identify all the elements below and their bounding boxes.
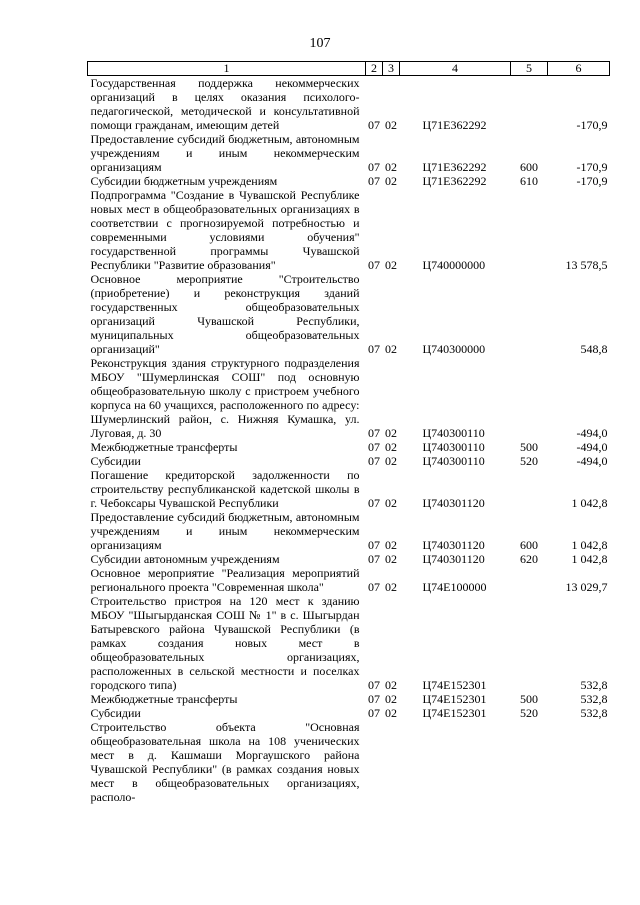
table-row	[88, 468, 610, 510]
row-name: Государственная поддержка некоммерческих организаций в целях оказания психолого-педагогической, методической и консультативной помощи гражданам, имеющим детей	[90, 76, 360, 132]
row-target-code: Ц74Е100000	[422, 580, 487, 594]
row-target-code: Ц740301120	[422, 496, 485, 510]
page-number: 107	[309, 36, 331, 51]
row-subsection: 02	[385, 538, 397, 552]
row-subsection: 02	[385, 496, 397, 510]
row-amount: 1 042,8	[571, 552, 608, 566]
row-target-code	[400, 720, 511, 804]
row-target-code: Ц71Е362292	[422, 118, 487, 132]
table-row	[88, 272, 610, 356]
row-subsection: 02	[385, 440, 397, 454]
row-name: Строительство объекта "Основная общеобразовательная школа на 108 ученических мест в д. Кашмаши Моргаушского района Чувашской Республики" (в рамках создания новых мест в общеобразовательных организациях, располо-	[90, 720, 360, 804]
row-section: 07	[368, 678, 380, 692]
row-section: 07	[368, 342, 380, 356]
row-subsection: 02	[385, 160, 397, 174]
row-target-code: Ц740301120	[422, 538, 485, 552]
row-amount: -170,9	[576, 174, 608, 188]
row-name: Погашение кредиторской задолженности по строительству республиканской кадетской школы в г. Чебоксары Чувашской Республики	[90, 468, 360, 510]
header-col-4: 4	[400, 62, 511, 76]
row-section: 07	[368, 160, 380, 174]
table-row	[88, 454, 610, 468]
row-expense-type	[511, 594, 548, 692]
table-row	[88, 174, 610, 188]
row-target-code: Ц71Е362292	[422, 174, 487, 188]
row-amount: 548,8	[580, 342, 608, 356]
row-target-code: Ц74Е152301	[422, 706, 487, 720]
budget-table	[87, 61, 610, 804]
row-target-code: Ц71Е362292	[422, 160, 487, 174]
row-subsection: 02	[385, 258, 397, 272]
row-section: 07	[368, 706, 380, 720]
table-row	[88, 440, 610, 454]
row-name: Субсидии автономным учреждениям	[90, 552, 280, 566]
row-name: Субсидии бюджетным учреждениям	[90, 174, 278, 188]
row-subsection: 02	[385, 342, 397, 356]
table-row	[88, 76, 610, 133]
row-name: Подпрограмма "Создание в Чувашской Республике новых мест в общеобразовательных организациях в соответствии с прогнозируемой потребностью и современными условиями обучения" государственной программы Чувашской Республики "Развитие образования"	[90, 188, 360, 272]
row-expense-type	[511, 468, 548, 510]
row-subsection: 02	[385, 174, 397, 188]
row-target-code: Ц740300110	[422, 440, 485, 454]
row-amount: 13 029,7	[565, 580, 608, 594]
table-row	[88, 706, 610, 720]
header-col-1: 1	[88, 62, 366, 76]
table-row	[88, 356, 610, 440]
row-subsection: 02	[385, 426, 397, 440]
row-name: Основное мероприятие "Строительство (приобретение) и реконструкция зданий государственных общеобразовательных организаций Чувашской Республики, муниципальных общеобразовательных организаций"	[90, 272, 360, 356]
row-section: 07	[368, 538, 380, 552]
table-row	[88, 510, 610, 552]
row-amount: 532,8	[580, 706, 608, 720]
row-target-code: Ц740300110	[422, 426, 485, 440]
row-expense-type	[511, 188, 548, 272]
row-amount: -170,9	[576, 160, 608, 174]
header-col-5: 5	[511, 62, 548, 76]
row-subsection: 02	[385, 454, 397, 468]
row-expense-type: 620	[520, 552, 538, 566]
row-subsection: 02	[385, 580, 397, 594]
row-subsection: 02	[385, 552, 397, 566]
row-name: Субсидии	[90, 454, 141, 468]
row-name: Строительство пристроя на 120 мест к зданию МБОУ "Шыгырданская СОШ № 1" в с. Шыгырдан Батыревского района Чувашской Республики (в рамках создания новых мест в общеобразовательных организациях, расположенных в сельской местности и поселках городского типа)	[90, 594, 360, 692]
row-amount	[548, 720, 610, 804]
row-subsection: 02	[385, 692, 397, 706]
row-expense-type: 520	[520, 454, 538, 468]
row-amount: 1 042,8	[571, 496, 608, 510]
row-expense-type	[511, 272, 548, 356]
row-amount: 13 578,5	[565, 258, 608, 272]
row-expense-type: 500	[520, 440, 538, 454]
row-amount: -170,9	[576, 118, 608, 132]
row-expense-type	[511, 720, 548, 804]
row-name: Предоставление субсидий бюджетным, автономным учреждениям и иным некоммерческим организациям	[90, 132, 360, 174]
row-amount: -494,0	[576, 454, 608, 468]
row-target-code: Ц740301120	[422, 552, 485, 566]
row-name: Предоставление субсидий бюджетным, автономным учреждениям и иным некоммерческим организациям	[90, 510, 360, 552]
row-expense-type	[511, 566, 548, 594]
row-section: 07	[368, 426, 380, 440]
table-row	[88, 132, 610, 174]
row-section: 07	[368, 258, 380, 272]
row-target-code: Ц74Е152301	[422, 692, 487, 706]
row-section: 07	[368, 580, 380, 594]
row-section: 07	[368, 440, 380, 454]
row-section: 07	[368, 552, 380, 566]
row-subsection: 02	[385, 118, 397, 132]
row-section: 07	[368, 454, 380, 468]
row-amount: -494,0	[576, 426, 608, 440]
header-col-6: 6	[548, 62, 610, 76]
row-expense-type: 600	[520, 538, 538, 552]
row-expense-type: 610	[520, 174, 538, 188]
header-col-3: 3	[383, 62, 400, 76]
row-name: Основное мероприятие "Реализация мероприятий регионального проекта "Современная школа"	[90, 566, 360, 594]
row-name: Реконструкция здания структурного подразделения МБОУ "Шумерлинская СОШ" под основную общеобразовательную школу с пристроем учебного корпуса на 60 учащихся, расположенного по адресу: Шумерлинский район, с. Нижняя Кумашка, ул. Луговая, д. 30	[90, 356, 360, 440]
row-target-code: Ц74Е152301	[422, 678, 487, 692]
row-name: Межбюджетные трансферты	[90, 692, 238, 706]
row-amount: -494,0	[576, 440, 608, 454]
row-section: 07	[368, 692, 380, 706]
row-target-code: Ц740300110	[422, 454, 485, 468]
row-section: 07	[368, 118, 380, 132]
row-expense-type	[511, 76, 548, 133]
table-row	[88, 594, 610, 692]
row-name: Межбюджетные трансферты	[90, 440, 238, 454]
row-subsection: 02	[385, 678, 397, 692]
table-body	[88, 76, 610, 805]
row-expense-type: 600	[520, 160, 538, 174]
table-row	[88, 720, 610, 804]
table-row	[88, 566, 610, 594]
row-section: 07	[368, 496, 380, 510]
row-amount: 1 042,8	[571, 538, 608, 552]
table-row	[88, 188, 610, 272]
row-target-code: Ц740300000	[422, 342, 486, 356]
row-amount: 532,8	[580, 692, 608, 706]
table-header-row	[88, 62, 610, 76]
row-subsection: 02	[385, 706, 397, 720]
row-expense-type	[511, 356, 548, 440]
row-amount: 532,8	[580, 678, 608, 692]
row-section	[366, 720, 383, 804]
row-target-code: Ц740000000	[422, 258, 486, 272]
row-subsection	[383, 720, 400, 804]
row-section: 07	[368, 174, 380, 188]
row-name: Субсидии	[90, 706, 141, 720]
row-expense-type: 520	[520, 706, 538, 720]
header-col-2: 2	[366, 62, 383, 76]
table-row	[88, 552, 610, 566]
budget-table-container	[87, 61, 609, 804]
row-expense-type: 500	[520, 692, 538, 706]
table-row	[88, 692, 610, 706]
